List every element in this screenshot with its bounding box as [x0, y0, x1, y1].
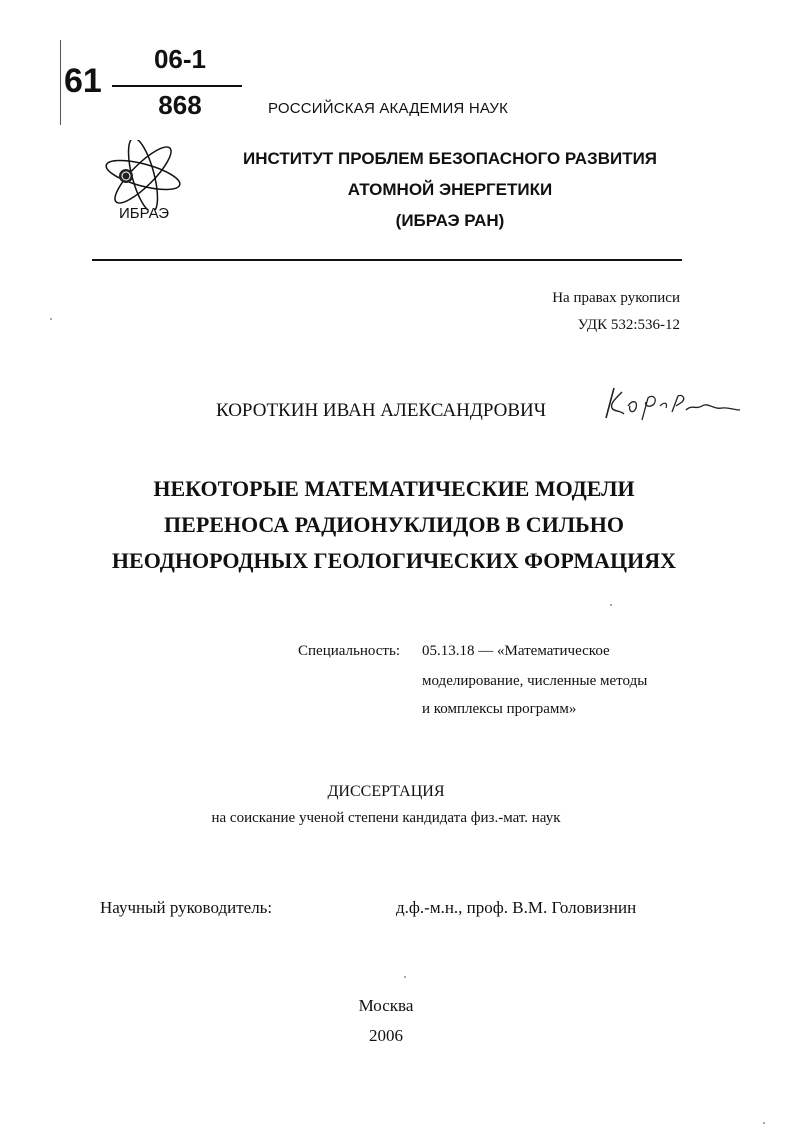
institute-line-3: (ИБРАЭ РАН): [395, 211, 505, 230]
advisor-label: Научный руководитель:: [100, 898, 273, 917]
atom-logo-icon: [96, 140, 191, 210]
header-divider: [92, 259, 682, 261]
archive-code-divider: [112, 85, 242, 87]
archive-code-bottom: 868: [158, 90, 202, 120]
signature-icon: [596, 380, 746, 425]
scan-speck: [404, 976, 406, 978]
specialty-label: Специальность:: [298, 643, 400, 659]
scan-speck: [763, 1122, 765, 1124]
scan-speck: [610, 604, 612, 606]
specialty-line-1: 05.13.18 — «Математическое: [422, 643, 610, 659]
academy-name: РОССИЙСКАЯ АКАДЕМИЯ НАУК: [268, 100, 509, 117]
dissertation-heading: ДИССЕРТАЦИЯ: [327, 783, 445, 800]
scan-speck: [50, 318, 52, 320]
specialty-line-2: моделирование, численные методы: [422, 673, 648, 689]
title-line-3: НЕОДНОРОДНЫХ ГЕОЛОГИЧЕСКИХ ФОРМАЦИЯХ: [111, 548, 677, 573]
city: Москва: [358, 996, 414, 1015]
institute-line-2: АТОМНОЙ ЭНЕРГЕТИКИ: [347, 180, 553, 199]
advisor-name: д.ф.-м.н., проф. В.М. Головизнин: [396, 898, 637, 917]
author-name: КОРОТКИН ИВАН АЛЕКСАНДРОВИЧ: [216, 400, 547, 421]
manuscript-rights: На правах рукописи: [552, 290, 680, 306]
archive-code-top: 06-1: [153, 44, 207, 74]
title-line-2: ПЕРЕНОСА РАДИОНУКЛИДОВ В СИЛЬНО: [164, 512, 624, 537]
specialty-line-3: и комплексы программ»: [422, 701, 577, 717]
udk-code: УДК 532:536-12: [577, 317, 680, 333]
degree-line: на соискание ученой степени кандидата физ.-мат. наук: [211, 810, 561, 826]
archive-code-left: 61: [64, 62, 102, 100]
institute-line-1: ИНСТИТУТ ПРОБЛЕМ БЕЗОПАСНОГО РАЗВИТИЯ: [242, 149, 658, 168]
margin-tick: [60, 40, 61, 125]
logo-label: ИБРАЭ: [118, 205, 170, 222]
title-line-1: НЕКОТОРЫЕ МАТЕМАТИЧЕСКИЕ МОДЕЛИ: [153, 476, 635, 501]
year: 2006: [369, 1026, 403, 1045]
